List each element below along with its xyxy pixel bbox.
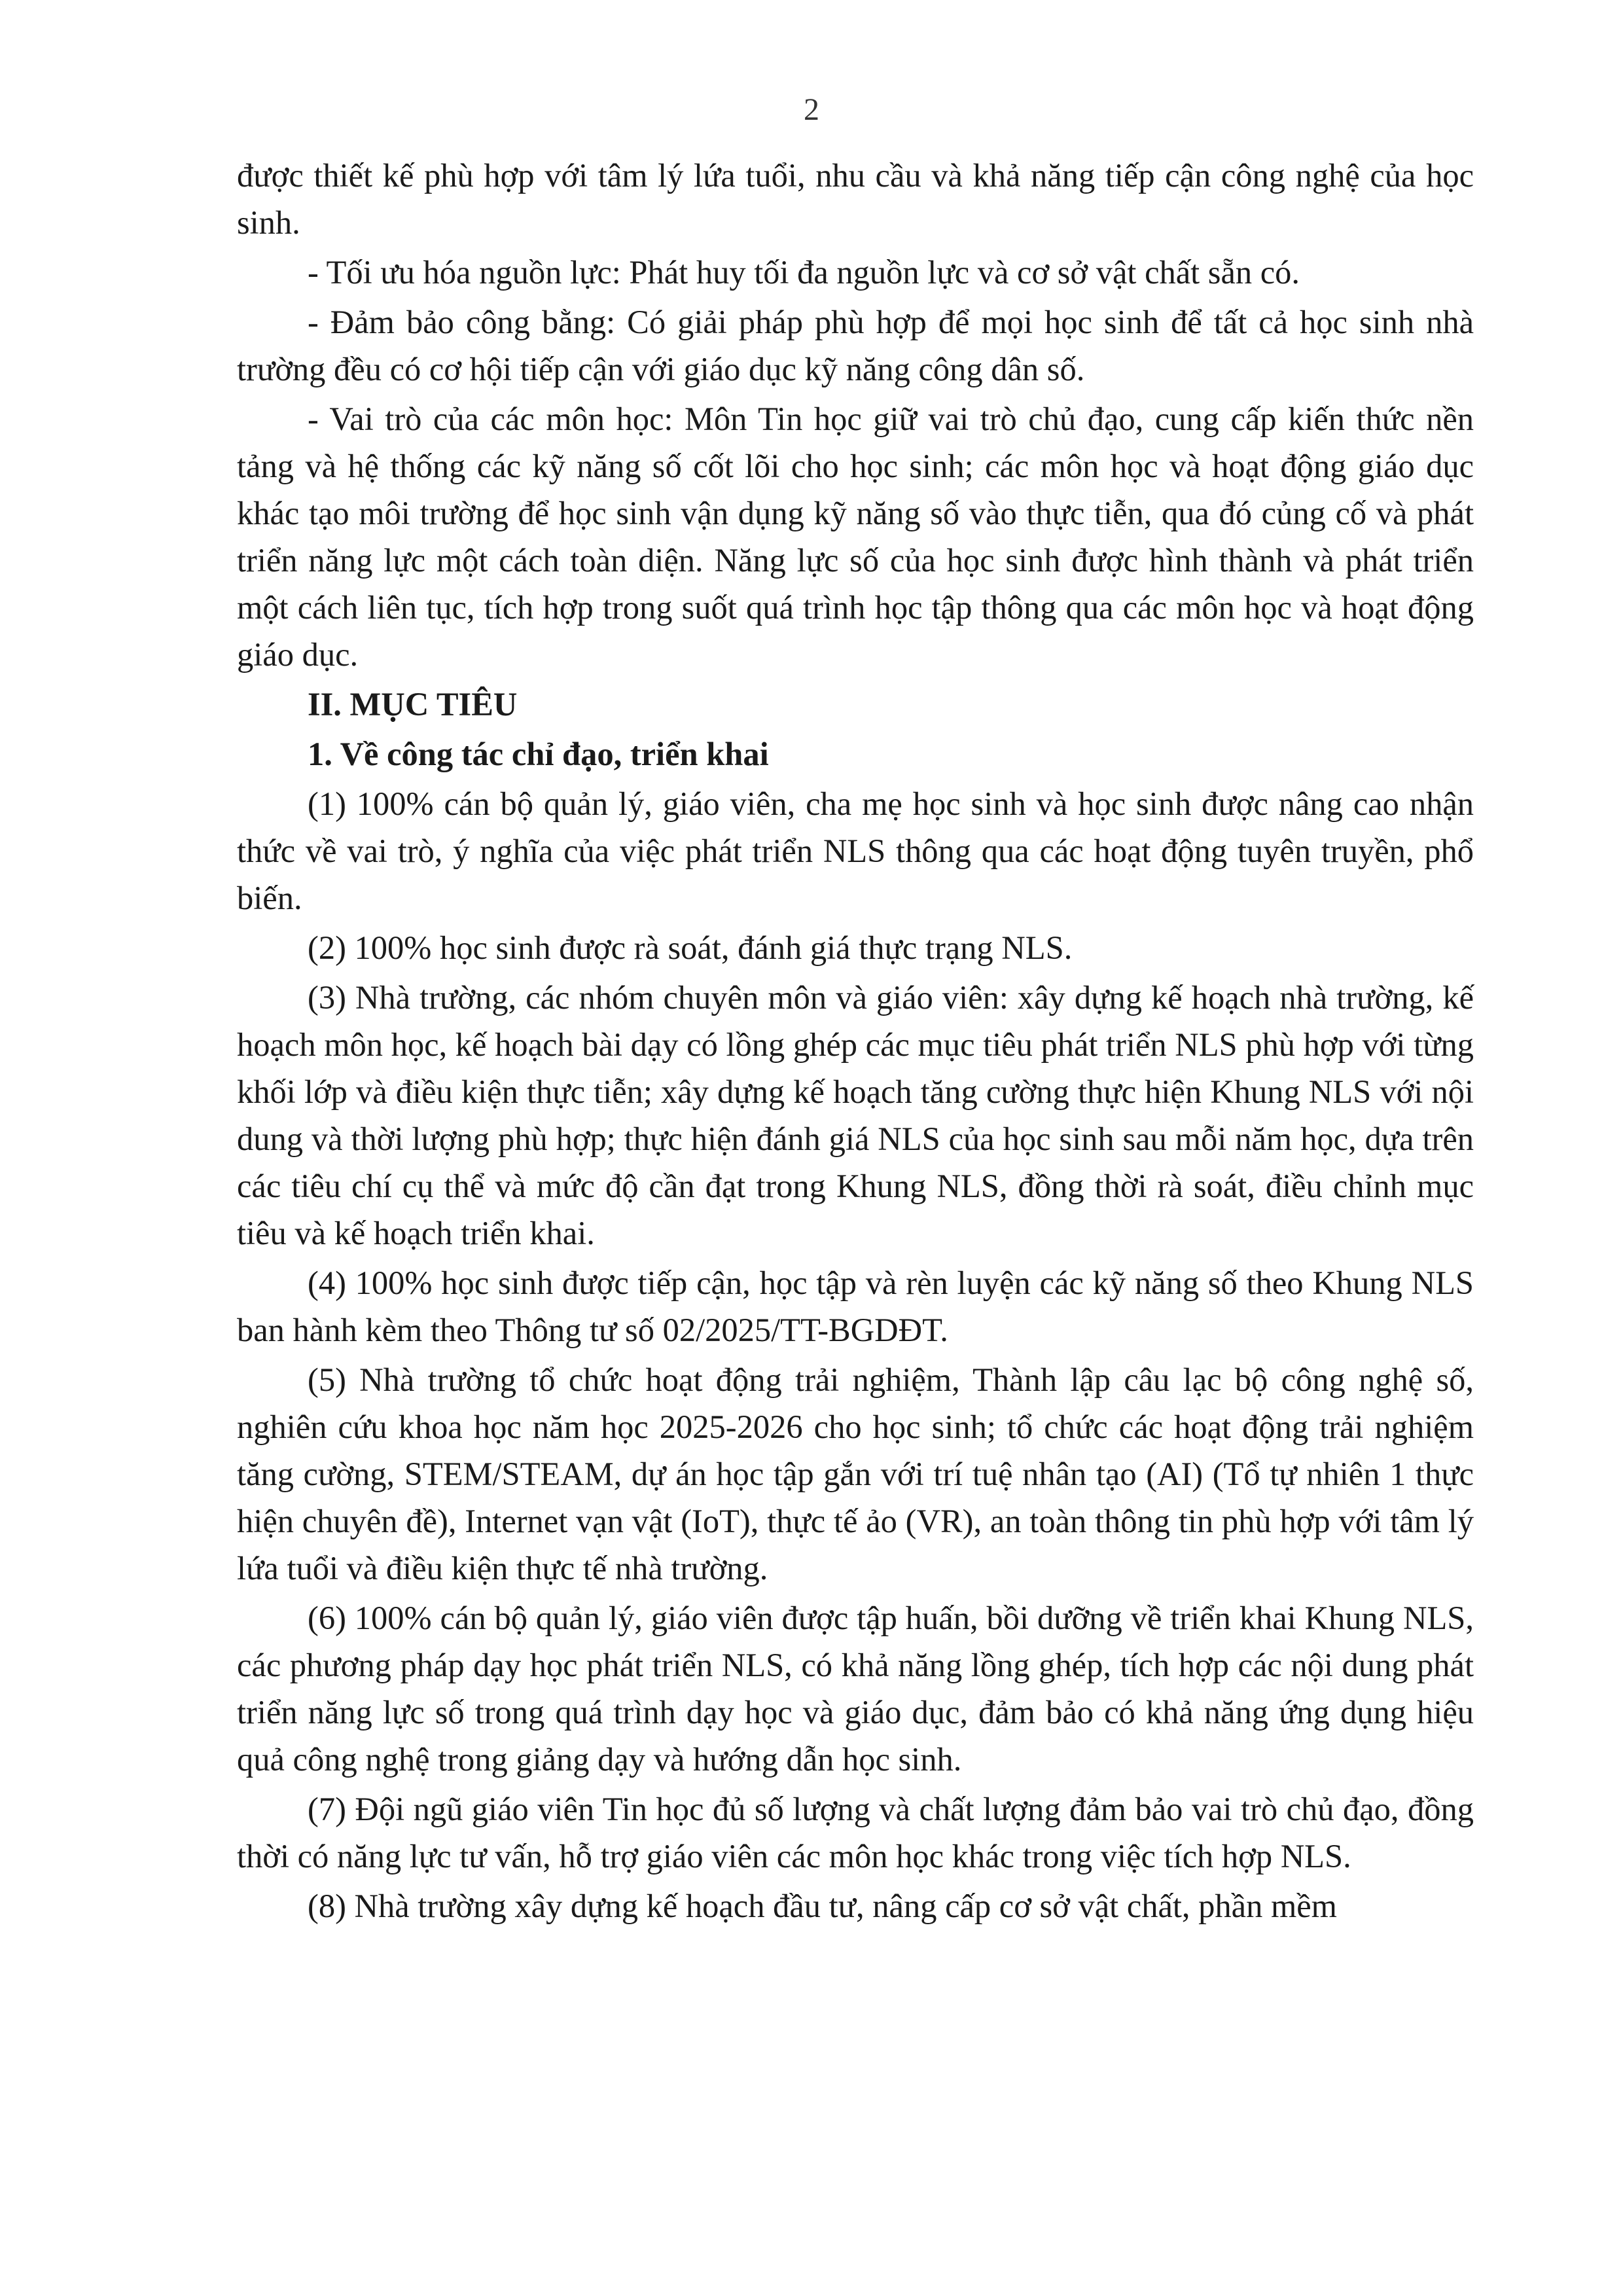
subsection-heading: 1. Về công tác chỉ đạo, triển khai [308,736,769,772]
page-number: 2 [804,92,819,127]
goal-item-5: (5) Nhà trường tổ chức hoạt động trải nghiệm, Thành lập câu lạc bộ công nghệ số, nghiên cứu khoa học năm học 2025-2026 cho học sinh; tổ chức các hoạt động trải nghiệm tăng cường, STEM/STEAM, dự án học tập gắn với trí tuệ nhân tạo (AI) (Tổ tự nhiên 1 thực hiện chuyên đề), Internet vạn vật (IoT), thực tế ảo (VR), an toàn thông tin phù hợp với tâm lý lứa tuổi và điều kiện thực tế nhà trường. [237,1361,1474,1587]
goal-item-7: (7) Đội ngũ giáo viên Tin học đủ số lượng và chất lượng đảm bảo vai trò chủ đạo, đồng thời có năng lực tư vấn, hỗ trợ giáo viên các môn học khác trong việc tích hợp NLS. [237,1791,1474,1874]
goal-item-1: (1) 100% cán bộ quản lý, giáo viên, cha mẹ học sinh và học sinh được nâng cao nhận thức về vai trò, ý nghĩa của việc phát triển NLS thông qua các hoạt động tuyên truyền, phổ biến. [237,785,1474,916]
paragraph-intro-continuation: được thiết kế phù hợp với tâm lý lứa tuổi, nhu cầu và khả năng tiếp cận công nghệ của học sinh. [237,157,1474,241]
goal-item-2: (2) 100% học sinh được rà soát, đánh giá thực trạng NLS. [308,929,1073,966]
paragraph-subject-roles: - Vai trò của các môn học: Môn Tin học giữ vai trò chủ đạo, cung cấp kiến thức nền tảng và hệ thống các kỹ năng số cốt lõi cho học sinh; các môn học và hoạt động giáo dục khác tạo môi trường để học sinh vận dụng kỹ năng số vào thực tiễn, qua đó củng cố và phát triển năng lực một cách toàn diện. Năng lực số của học sinh được hình thành và phát triển một cách liên tục, tích hợp trong suốt quá trình học tập thông qua các môn học và hoạt động giáo dục. [237,401,1474,673]
paragraph-resource-optimization: - Tối ưu hóa nguồn lực: Phát huy tối đa nguồn lực và cơ sở vật chất sẵn có. [308,254,1300,291]
goal-item-4: (4) 100% học sinh được tiếp cận, học tập và rèn luyện các kỹ năng số theo Khung NLS ban hành kèm theo Thông tư số 02/2025/TT-BGDĐT. [237,1265,1474,1348]
section-heading: II. MỤC TIÊU [308,686,518,723]
paragraph-equity: - Đảm bảo công bằng: Có giải pháp phù hợp để mọi học sinh để tất cả học sinh nhà trường đều có cơ hội tiếp cận với giáo dục kỹ năng công dân số. [237,304,1474,387]
goal-item-8: (8) Nhà trường xây dựng kế hoạch đầu tư, nâng cấp cơ sở vật chất, phần mềm [308,1888,1337,1924]
goal-item-6: (6) 100% cán bộ quản lý, giáo viên được tập huấn, bồi dưỡng về triển khai Khung NLS, các phương pháp dạy học phát triển NLS, có khả năng lồng ghép, tích hợp các nội dung phát triển năng lực số trong quá trình dạy học và giáo dục, đảm bảo có khả năng ứng dụng hiệu quả công nghệ trong giảng dạy và hướng dẫn học sinh. [237,1600,1474,1778]
document-body [237,152,1474,1932]
goal-item-3: (3) Nhà trường, các nhóm chuyên môn và giáo viên: xây dựng kế hoạch nhà trường, kế hoạch môn học, kế hoạch bài dạy có lồng ghép các mục tiêu phát triển NLS phù hợp với từng khối lớp và điều kiện thực tiễn; xây dựng kế hoạch tăng cường thực hiện Khung NLS với nội dung và thời lượng phù hợp; thực hiện đánh giá NLS của học sinh sau mỗi năm học, dựa trên các tiêu chí cụ thể và mức độ cần đạt trong Khung NLS, đồng thời rà soát, điều chỉnh mục tiêu và kế hoạch triển khai. [237,979,1474,1251]
